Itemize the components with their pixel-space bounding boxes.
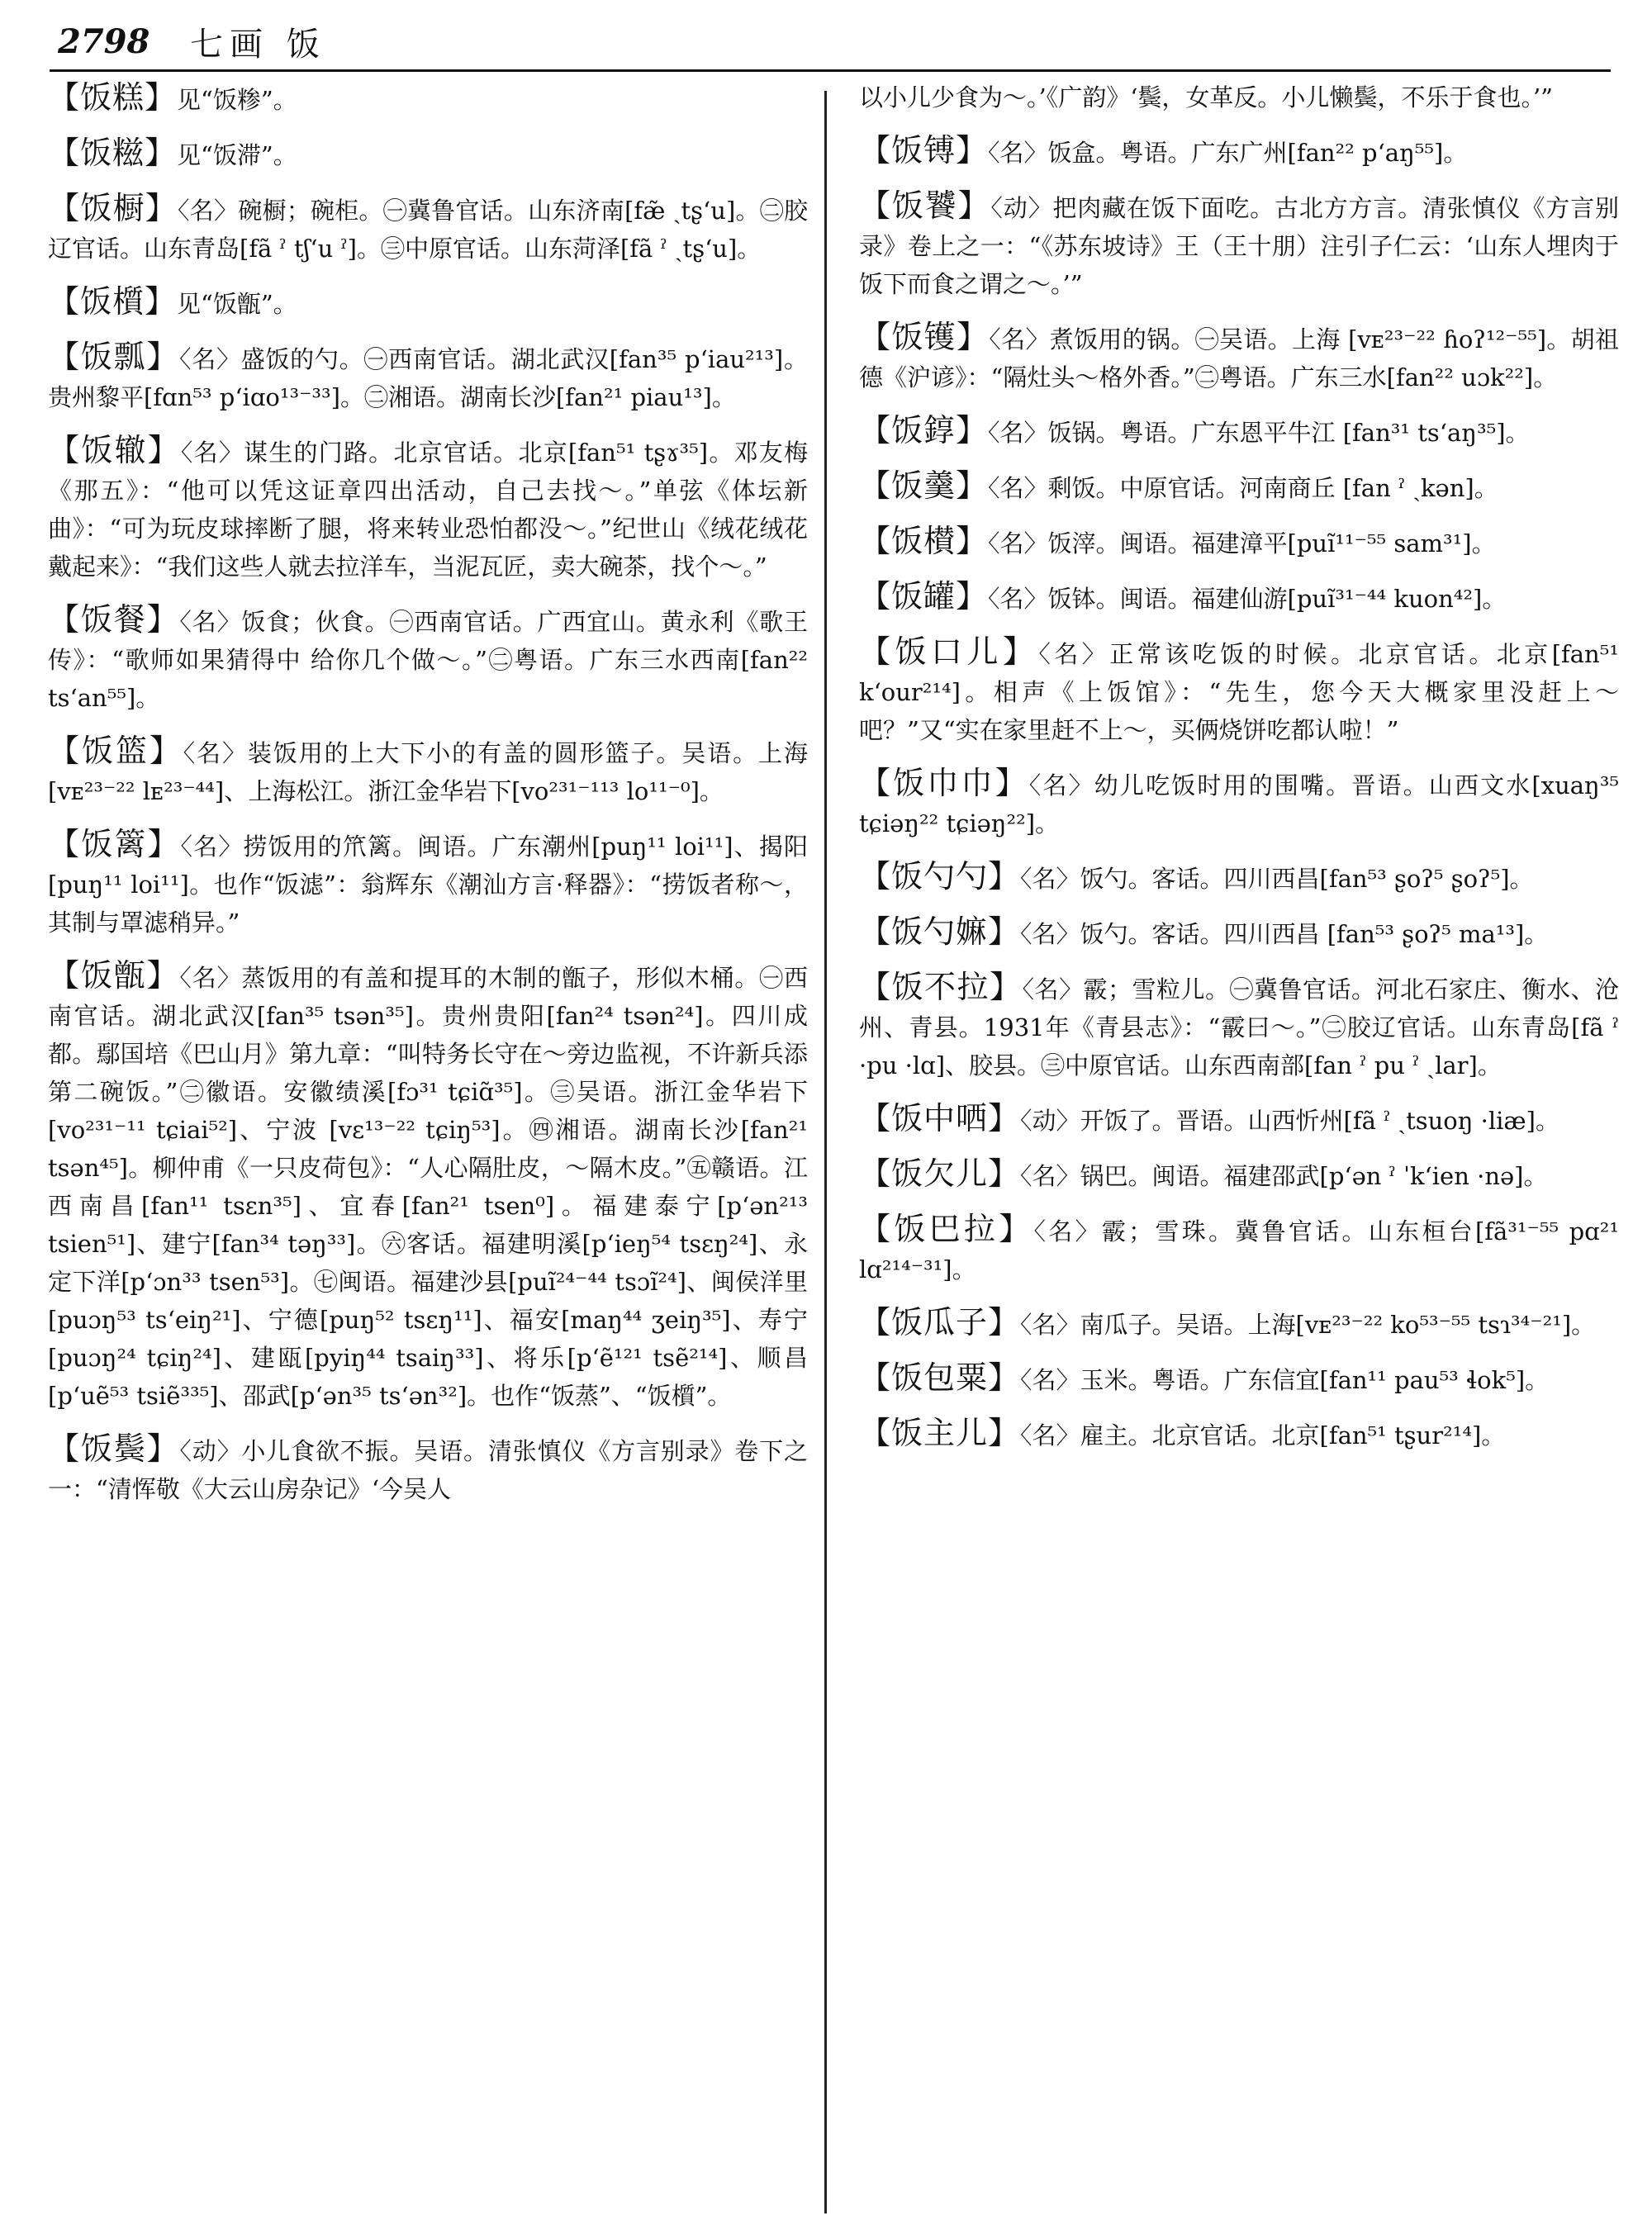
entry-headword: 【饭巾巾】 bbox=[859, 765, 1029, 801]
entry-headword: 【饭勺勺】 bbox=[859, 858, 1021, 894]
entry-headword: 【饭巴拉】 bbox=[859, 1211, 1034, 1247]
entry-headword: 【饭糕】 bbox=[48, 79, 178, 116]
header-rule bbox=[50, 69, 1611, 72]
entry-definition: 〈名〉正常该吃饭的时候。北京官话。北京[fan⁵¹ kʻour²¹⁴]。相声《上饭馆》：“先生，您今天大概家里没赶上～吧？”又“实在家里赶不上～，买俩烧饼吃都认啦！” bbox=[859, 640, 1619, 744]
entry-headword: 【饭羹】 bbox=[859, 467, 989, 504]
dictionary-entry bbox=[48, 732, 808, 810]
entry-definition: 〈动〉开饭了。晋语。山西忻州[fã ˀ ˎtsuoŋ ·liæ]。 bbox=[1020, 1107, 1559, 1135]
entry-headword: 【饭餐】 bbox=[48, 601, 180, 638]
entry-definition: 〈名〉饭食；伙食。㊀西南官话。广西宜山。黄永利《歌王传》：“歌师如果猜得中 给你几个做～。”㊁粤语。广东三水西南[fan²² tsʻan⁵⁵]。 bbox=[48, 608, 808, 712]
entry-definition: 〈名〉雇主。北京官话。北京[fan⁵¹ tʂur²¹⁴]。 bbox=[1020, 1421, 1506, 1450]
dictionary-entry bbox=[859, 577, 1619, 618]
entry-definition: 见“饭甑”。 bbox=[177, 290, 297, 318]
left-column bbox=[48, 78, 808, 2222]
entry-headword: 【饭勺嫲】 bbox=[859, 913, 1021, 950]
dictionary-entry bbox=[859, 968, 1619, 1084]
entry-headword: 【饭口儿】 bbox=[859, 633, 1039, 670]
dictionary-entry bbox=[859, 1303, 1619, 1344]
entry-headword: 【饭辙】 bbox=[48, 432, 181, 468]
dictionary-entry bbox=[48, 189, 808, 268]
entry-definition: 〈名〉饭勺。客话。四川西昌 [fan⁵³ ʂoʔ⁵ ma¹³]。 bbox=[1020, 920, 1549, 948]
entry-definition: 见“饭滞”。 bbox=[177, 141, 297, 169]
dictionary-entry bbox=[48, 825, 808, 942]
dictionary-entry bbox=[859, 522, 1619, 562]
entry-definition: 〈名〉装饭用的上大下小的有盖的圆形篮子。吴语。上海[vᴇ²³⁻²² lᴇ²³⁻⁴⁴]、上海松江。浙江金华岩下[vo²³¹⁻¹¹³ lo¹¹⁻⁰]。 bbox=[48, 739, 808, 805]
dictionary-entry bbox=[859, 187, 1619, 303]
dictionary-entry bbox=[859, 1210, 1619, 1288]
dictionary-entry bbox=[859, 1099, 1619, 1140]
dictionary-entry bbox=[48, 338, 808, 416]
page-header bbox=[58, 17, 1611, 66]
entry-headword: 【饭饕】 bbox=[859, 187, 991, 224]
entry-headword: 【饭櫕】 bbox=[859, 523, 989, 559]
entry-definition: 〈名〉蒸饭用的有盖和提耳的木制的甑子，形似木桶。㊀西南官话。湖北武汉[fan³⁵ tsən³⁵]。贵州贵阳[fan²⁴ tsən²⁴]。四川成都。鄢国培《巴山月》第九章：“叫特务长守在～旁边监视，不许新兵添第二碗饭。”㊁徽语。安徽绩溪[fɔ³¹ tɕiɑ̃³⁵]。㊂吴语。浙江金华岩下[vo²³¹⁻¹¹ tɕiai⁵²]、宁波 [vɛ¹³⁻²² tɕiŋ⁵³]。㊃湘语。湖南长沙[fan²¹ tsən⁴⁵]。柳仲甫《一只皮荷包》：“人心隔肚皮，～隔木皮。”㊄赣语。江西南昌[fan¹¹ tsɛn³⁵]、宜春[fan²¹ tsen⁰]。福建泰宁[pʻən²¹³ tsien⁵¹]、建宁[fan³⁴ təŋ³³]。㊅客话。福建明溪[pʻieŋ⁵⁴ tsɛŋ²⁴]、永定下洋[pʻɔn³³ tsen⁵³]。㊆闽语。福建沙县[puĩ²⁴⁻⁴⁴ tsɔĩ²⁴]、闽侯洋里[puɔŋ⁵³ tsʻeiŋ²¹]、宁德[puŋ⁵² tsɛŋ¹¹]、福安[maŋ⁴⁴ ʒeiŋ³⁵]、寿宁[puɔŋ²⁴ tɕiŋ²⁴]、建瓯[pyiŋ⁴⁴ tsaiŋ³³]、将乐[pʻẽ¹²¹ tsẽ²¹⁴]、顺昌[pʻuẽ⁵³ tsiẽ³³⁵]、邵武[pʻən³⁵ tsʻən³²]。也作“饭蒸”、“饭櫍”。 bbox=[48, 964, 808, 1410]
entry-continuation bbox=[859, 78, 1619, 116]
dictionary-entry bbox=[859, 467, 1619, 507]
entry-definition: 〈名〉霰；雪珠。冀鲁官话。山东桓台[fã³¹⁻⁵⁵ pɑ²¹ lɑ²¹⁴⁻³¹]。 bbox=[859, 1217, 1619, 1283]
entry-definition: 〈动〉小儿食欲不振。吴语。清张慎仪《方言别录》卷下之一：“清恽敬《大云山房杂记》‘今吴人 bbox=[48, 1437, 808, 1503]
entry-headword: 【饭镈】 bbox=[859, 132, 989, 168]
page-number: 2798 bbox=[58, 21, 150, 61]
entry-headword: 【饭罐】 bbox=[859, 578, 989, 614]
dictionary-entry bbox=[859, 411, 1619, 452]
dictionary-entry bbox=[859, 913, 1619, 953]
entry-definition: 〈名〉饭勺。客话。四川西昌[fan⁵³ ʂoʔ⁵ ʂoʔ⁵]。 bbox=[1020, 865, 1534, 893]
entry-definition: 〈动〉把肉藏在饭下面吃。古北方方言。清张慎仪《方言别录》卷上之一：“《苏东坡诗》王（王十朋）注引子仁云：‘山东人埋肉于饭下而食之谓之～。’” bbox=[859, 194, 1619, 298]
entry-headword: 【饭不拉】 bbox=[859, 969, 1023, 1005]
entry-definition: 〈名〉霰；雪粒儿。㊀冀鲁官话。河北石家庄、衡水、沧州、青县。1931年《青县志》：“霰曰～。”㊁胶辽官话。山东青岛[fã ˀ ·pu ·lɑ]、胶县。㊂中原官话。山东西南部[fan ˀ pu ˀ ˏlar]。 bbox=[859, 975, 1619, 1079]
entry-definition: 〈名〉锅巴。闽语。福建邵武[pʻən ˀ ˈkʻien ·nə]。 bbox=[1020, 1162, 1548, 1190]
entry-definition: 见“饭糁”。 bbox=[177, 86, 297, 114]
dictionary-entry bbox=[859, 857, 1619, 898]
entry-headword: 【饭篱】 bbox=[48, 826, 181, 862]
entry-headword: 【饭櫍】 bbox=[48, 283, 178, 320]
entry-definition: 〈名〉饭滓。闽语。福建漳平[puĩ¹¹⁻⁵⁵ sam³¹]。 bbox=[988, 529, 1496, 558]
entry-definition: 〈名〉幼儿吃饭时用的围嘴。晋语。山西文水[xuaŋ³⁵ tɕiəŋ²² tɕiəŋ²²]。 bbox=[859, 771, 1619, 837]
entry-headword: 【饭中哂】 bbox=[859, 1100, 1021, 1136]
entry-headword: 【饭橱】 bbox=[48, 190, 178, 226]
entry-definition: 〈名〉饭盒。粤语。广东广州[fan²² pʻaŋ⁵⁵]。 bbox=[988, 139, 1468, 167]
entry-definition: 〈名〉捞饭用的笊篱。闽语。广东潮州[puŋ¹¹ loi¹¹]、揭阳[puŋ¹¹ loi¹¹]。也作“饭滤”：翁辉东《潮汕方言·释器》：“捞饭者称～，其制与罩滤稍异。” bbox=[48, 833, 808, 937]
entry-definition: 〈名〉剩饭。中原官话。河南商丘 [fan ˀ ˎkən]。 bbox=[988, 474, 1498, 502]
entry-definition: 以小儿少食为～。’《广韵》‘鬓，女革反。小儿懒鬓，不乐于食也。’” bbox=[859, 83, 1553, 112]
entry-definition: 〈名〉碗橱；碗柜。㊀冀鲁官话。山东济南[fæ̃ ˎtʂʻu]。㊁胶辽官话。山东青岛[fã ˀ tʃʻu ˀ]。㊂中原官话。山东菏泽[fã ˀ ˎtʂʻu]。 bbox=[48, 197, 808, 263]
entry-definition: 〈名〉煮饭用的锅。㊀吴语。上海 [vᴇ²³⁻²² ɦoʔ¹²⁻⁵⁵]。胡祖德《沪谚》：“隔灶头～格外香。”㊁粤语。广东三水[fan²² uɔk²²]。 bbox=[859, 325, 1619, 391]
dictionary-entry bbox=[48, 956, 808, 1415]
entry-definition: 〈名〉南瓜子。吴语。上海[vᴇ²³⁻²² ko⁵³⁻⁵⁵ tsɿ³⁴⁻²¹]。 bbox=[1020, 1311, 1596, 1339]
entry-headword: 【饭包粟】 bbox=[859, 1359, 1021, 1396]
entry-headword: 【饭瓢】 bbox=[48, 339, 179, 375]
entry-headword: 【饭鬓】 bbox=[48, 1431, 180, 1467]
entry-definition: 〈名〉盛饭的勺。㊀西南官话。湖北武汉[fan³⁵ pʻiau²¹³]。贵州黎平[fɑn⁵³ pʻiɑo¹³⁻³³]。㊁湘语。湖南长沙[fan²¹ piau¹³]。 bbox=[48, 345, 808, 411]
entry-headword: 【饭篮】 bbox=[48, 733, 183, 769]
dictionary-entry bbox=[48, 282, 808, 323]
dictionary-entry bbox=[48, 1430, 808, 1508]
dictionary-entry bbox=[48, 600, 808, 717]
dictionary-entry bbox=[48, 134, 808, 174]
entry-definition: 〈名〉饭锅。粤语。广东恩平牛江 [fan³¹ tsʻaŋ³⁵]。 bbox=[988, 419, 1530, 447]
entry-definition: 〈名〉谋生的门路。北京官话。北京[fan⁵¹ tʂɤ³⁵]。邓友梅《那五》：“他可以凭这证章四出活动，自己去找～。”单弦《体坛新曲》：“可为玩皮球摔断了腿，将来转业恐怕都没～。”纪世山《绒花绒花戴起来》：“我们这些人就去拉洋车，当泥瓦匠，卖大碗茶，找个～。” bbox=[48, 439, 808, 581]
right-column bbox=[859, 78, 1619, 2222]
dictionary-entry bbox=[859, 764, 1619, 842]
entry-definition: 〈名〉玉米。粤语。广东信宜[fan¹¹ pau⁵³ ɬok⁵]。 bbox=[1020, 1366, 1550, 1394]
entry-headword: 【饭瓜子】 bbox=[859, 1304, 1021, 1340]
header-title: 七画 饭 bbox=[190, 25, 326, 64]
entry-headword: 【饭镬】 bbox=[859, 319, 990, 355]
entry-headword: 【饭糍】 bbox=[48, 135, 178, 171]
dictionary-entry bbox=[48, 431, 808, 586]
dictionary-entry bbox=[859, 633, 1619, 749]
entry-definition: 〈名〉饭钵。闽语。福建仙游[puĩ³¹⁻⁴⁴ kuon⁴²]。 bbox=[988, 585, 1507, 613]
entry-headword: 【饭主儿】 bbox=[859, 1415, 1021, 1451]
dictionary-entry bbox=[859, 1359, 1619, 1399]
entry-headword: 【饭錞】 bbox=[859, 412, 989, 448]
dictionary-entry bbox=[859, 131, 1619, 172]
dictionary-entry bbox=[859, 318, 1619, 396]
dictionary-entry bbox=[48, 78, 808, 119]
entry-headword: 【饭甑】 bbox=[48, 957, 180, 994]
column-divider bbox=[824, 91, 827, 2213]
entry-headword: 【饭欠儿】 bbox=[859, 1155, 1021, 1192]
dictionary-entry bbox=[859, 1414, 1619, 1454]
dictionary-entry bbox=[859, 1155, 1619, 1195]
